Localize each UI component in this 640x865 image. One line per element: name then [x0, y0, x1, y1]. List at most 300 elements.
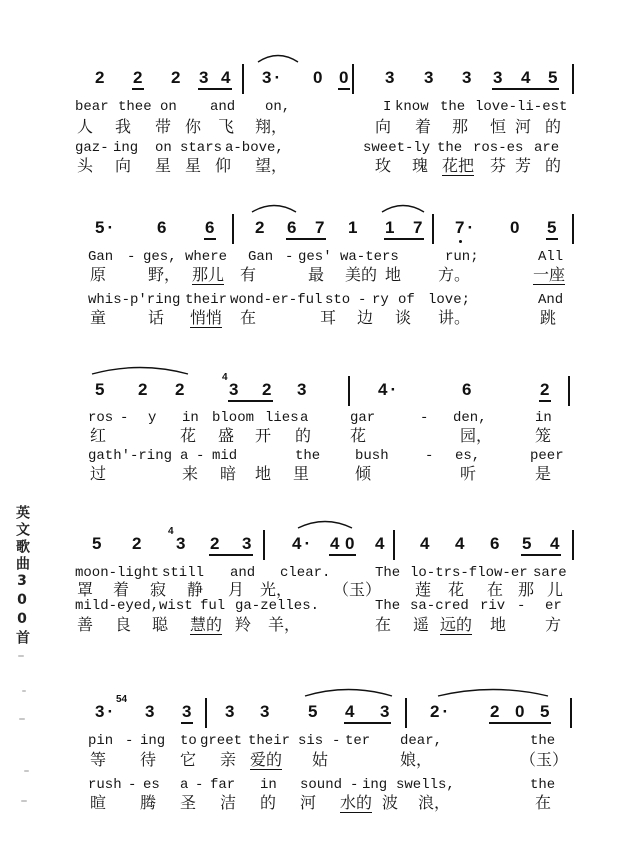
chinese-lyric-verse-2: 来 [182, 464, 199, 483]
chinese-lyric-verse-2: 倾 [355, 464, 372, 483]
chinese-lyric-verse-1: 红 [90, 426, 107, 445]
english-lyric-verse-1: the [530, 733, 556, 749]
english-lyric-verse-1: on [160, 99, 177, 115]
english-lyric-verse-1: where [185, 249, 228, 265]
chinese-lyric-verse-1: 爱的 [250, 750, 283, 769]
english-lyric-verse-1: ter [345, 733, 371, 749]
note: 4· [292, 534, 314, 553]
english-lyric-verse-1: - [285, 249, 294, 265]
chinese-lyric-verse-1: 的 [545, 117, 562, 136]
english-lyric-verse-2: the [530, 777, 556, 793]
chinese-lyric-verse-2: 地 [490, 615, 507, 634]
english-lyric-verse-1: - [120, 410, 129, 426]
english-lyric-verse-2: sweet-ly [363, 140, 431, 156]
note: 0 [345, 534, 358, 553]
english-lyric-verse-2: sa-cred [410, 598, 469, 614]
english-lyric-verse-1: the [440, 99, 466, 115]
note: 5 [540, 702, 553, 721]
barline [572, 214, 574, 244]
beat-underline [209, 554, 253, 556]
english-lyric-verse-2: their [185, 292, 228, 308]
note: 5 [547, 218, 560, 237]
note: 2 [262, 380, 275, 399]
beat-underline [338, 88, 350, 90]
note: 7 [413, 218, 426, 237]
note: 3 [229, 380, 242, 399]
note: 3 [462, 68, 475, 87]
chinese-lyric-verse-1: 花 [350, 426, 367, 445]
note: 5 [92, 534, 105, 553]
english-lyric-verse-2: swells, [396, 777, 455, 793]
english-lyric-verse-2: of [398, 292, 415, 308]
note: 5 [308, 702, 321, 721]
english-lyric-verse-1: y [148, 410, 157, 426]
beat-underline [546, 238, 558, 240]
chinese-lyric-verse-2: 腾 [140, 793, 157, 812]
chinese-lyric-verse-1: 那 [452, 117, 469, 136]
chinese-lyric-verse-2: 波 [382, 793, 399, 812]
english-lyric-verse-2: ry [372, 292, 389, 308]
chinese-lyric-verse-2: 耳 [320, 308, 337, 327]
english-lyric-verse-2: sound [300, 777, 343, 793]
beat-underline [539, 400, 551, 402]
english-lyric-verse-1: and [230, 565, 256, 581]
scan-speck [19, 718, 25, 720]
chinese-lyric-verse-1: 恒 [490, 117, 507, 136]
chinese-lyric-verse-2: 浪， [418, 793, 451, 812]
chinese-lyric-verse-1: 罩 [77, 580, 94, 599]
english-lyric-verse-2: ga-zelles. [235, 598, 320, 614]
english-lyric-verse-2: es [143, 777, 160, 793]
barline [570, 698, 572, 728]
english-lyric-verse-2: a-bove, [225, 140, 284, 156]
chinese-lyric-verse-2: 过 [90, 464, 107, 483]
english-lyric-verse-1: ros [88, 410, 114, 426]
english-lyric-verse-2: rush [88, 777, 122, 793]
chinese-lyric-verse-1: 莲 [415, 580, 432, 599]
chinese-lyric-verse-2: 讲。 [438, 308, 471, 327]
chinese-lyric-verse-2: 在 [240, 308, 257, 327]
english-lyric-verse-1: on, [265, 99, 291, 115]
english-lyric-verse-2: sto [325, 292, 351, 308]
english-lyric-verse-1: den, [453, 410, 487, 426]
barline [242, 64, 244, 94]
chinese-lyric-verse-1: 待 [140, 750, 157, 769]
chinese-lyric-verse-1: 最 [308, 265, 325, 284]
english-lyric-verse-2: bush [355, 448, 389, 464]
chinese-lyric-verse-2: 羚 [235, 615, 252, 634]
chinese-lyric-verse-2: 地 [255, 464, 272, 483]
note: 5 [548, 68, 561, 87]
english-lyric-verse-2: - [195, 777, 204, 793]
note: 7 [315, 218, 328, 237]
chinese-lyric-verse-2: 谈 [395, 308, 412, 327]
beat-underline [344, 722, 391, 724]
english-lyric-verse-1: run; [445, 249, 479, 265]
chinese-lyric-verse-2: 芬 [490, 156, 507, 175]
note: 4 [521, 68, 534, 87]
chinese-lyric-verse-1: 园， [460, 426, 493, 445]
english-lyric-verse-1: Gan [248, 249, 274, 265]
chinese-lyric-verse-1: 亲 [220, 750, 237, 769]
chinese-lyric-verse-1: 地 [385, 265, 402, 284]
english-lyric-verse-2: riv [480, 598, 506, 614]
chinese-lyric-verse-1: 那儿 [192, 265, 225, 284]
english-lyric-verse-2: wond-er-ful [230, 292, 323, 308]
chinese-lyric-verse-1: 的 [295, 426, 312, 445]
grace-note: 54 [116, 694, 128, 705]
chinese-lyric-verse-1: 花 [180, 426, 197, 445]
english-lyric-verse-1: sare [533, 565, 567, 581]
english-lyric-verse-2: far [210, 777, 236, 793]
slur-arc [252, 206, 296, 213]
chinese-lyric-verse-1: 一座 [533, 265, 566, 284]
chinese-lyric-verse-2: 星 [155, 156, 172, 175]
barline [263, 530, 265, 560]
chinese-lyric-verse-2: 里 [293, 464, 310, 483]
chinese-lyric-verse-2: 聪 [152, 615, 169, 634]
chinese-lyric-verse-1: （玉） [333, 580, 382, 599]
chinese-lyric-verse-1: 飞 [218, 117, 235, 136]
note: 5 [95, 380, 108, 399]
english-lyric-verse-2: - [358, 292, 367, 308]
chinese-lyric-verse-1: 野， [148, 265, 181, 284]
beat-underline [204, 238, 216, 240]
note: 2 [133, 68, 146, 87]
english-lyric-verse-2: the [437, 140, 463, 156]
english-lyric-verse-1: Gan [88, 249, 114, 265]
beat-underline [521, 554, 561, 556]
note: 3 [385, 68, 398, 87]
chinese-lyric-verse-2: 仰 [215, 156, 232, 175]
note: 4· [378, 380, 400, 399]
chinese-lyric-verse-2: 遥 [413, 615, 430, 634]
beat-underline [384, 238, 424, 240]
slur-arc [92, 368, 188, 375]
note: 6 [205, 218, 218, 237]
english-lyric-verse-2: er [545, 598, 562, 614]
note: 4 [221, 68, 234, 87]
barline [393, 530, 395, 560]
note: 4 [550, 534, 563, 553]
chinese-lyric-verse-2: 在 [375, 615, 392, 634]
slur-arc [258, 56, 298, 63]
english-lyric-verse-1: pin [88, 733, 114, 749]
chinese-lyric-verse-2: 向 [115, 156, 132, 175]
note: 6 [157, 218, 170, 237]
english-lyric-verse-2: stars [180, 140, 223, 156]
chinese-lyric-verse-2: 远的 [440, 615, 473, 634]
chinese-lyric-verse-1: 带 [155, 117, 172, 136]
barline [348, 376, 350, 406]
beat-underline [181, 722, 193, 724]
chinese-lyric-verse-2: 暄 [90, 793, 107, 812]
english-lyric-verse-2: gath'-ring [88, 448, 173, 464]
english-lyric-verse-1: ges' [298, 249, 332, 265]
english-lyric-verse-2: - [425, 448, 434, 464]
side-title: 英文歌曲300首 [14, 505, 30, 647]
chinese-lyric-verse-1: 开 [255, 426, 272, 445]
note: 1 [385, 218, 398, 237]
english-lyric-verse-1: All [538, 249, 564, 265]
note: 3· [95, 702, 117, 721]
barline [352, 64, 354, 94]
english-lyric-verse-1: in [182, 410, 199, 426]
chinese-lyric-verse-1: 那 [518, 580, 535, 599]
chinese-lyric-verse-2: 童 [90, 308, 107, 327]
chinese-lyric-verse-1: 花 [448, 580, 465, 599]
chinese-lyric-verse-1: （玉） [520, 750, 569, 769]
chinese-lyric-verse-2: 暗 [220, 464, 237, 483]
barline [432, 214, 434, 244]
english-lyric-verse-2: - [196, 448, 205, 464]
english-lyric-verse-1: love-li-est [475, 99, 568, 115]
chinese-lyric-verse-2: 羊， [268, 615, 301, 634]
english-lyric-verse-2: a [180, 777, 189, 793]
scan-speck [21, 800, 27, 802]
english-lyric-verse-2: ful [200, 598, 226, 614]
grace-note: 4 [168, 526, 174, 537]
chinese-lyric-verse-2: 听 [460, 464, 477, 483]
note: 4 [345, 702, 358, 721]
note: 3 [424, 68, 437, 87]
english-lyric-verse-1: dear, [400, 733, 443, 749]
english-lyric-verse-1: thee [118, 99, 152, 115]
chinese-lyric-verse-1: 原 [90, 265, 107, 284]
note: 6 [287, 218, 300, 237]
chinese-lyric-verse-2: 方 [545, 615, 562, 634]
note: 3 [242, 534, 255, 553]
barline [232, 214, 234, 244]
english-lyric-verse-1: ing [140, 733, 166, 749]
chinese-lyric-verse-1: 我 [115, 117, 132, 136]
english-lyric-verse-2: are [534, 140, 560, 156]
note: 3 [176, 534, 189, 553]
slur-arc [298, 522, 352, 529]
english-lyric-verse-1: know [395, 99, 429, 115]
english-lyric-verse-1: and [210, 99, 236, 115]
note: 3 [493, 68, 506, 87]
chinese-lyric-verse-2: 跳 [540, 308, 557, 327]
chinese-lyric-verse-1: 光， [260, 580, 293, 599]
english-lyric-verse-1: a [300, 410, 309, 426]
chinese-lyric-verse-2: 瑰 [412, 156, 429, 175]
beat-underline [198, 88, 232, 90]
note: 6 [490, 534, 503, 553]
note: 2 [95, 68, 108, 87]
chinese-lyric-verse-1: 等 [90, 750, 107, 769]
beat-underline [489, 722, 551, 724]
chinese-lyric-verse-2: 头 [77, 156, 94, 175]
note: 0 [339, 68, 352, 87]
note: 2· [430, 702, 452, 721]
english-lyric-verse-2: ing [113, 140, 139, 156]
chinese-lyric-verse-1: 盛 [218, 426, 235, 445]
note: 0 [515, 702, 528, 721]
chinese-lyric-verse-2: 善 [77, 615, 94, 634]
english-lyric-verse-1: lo-trs-flow-er [410, 565, 528, 581]
english-lyric-verse-2: - [128, 777, 137, 793]
chinese-lyric-verse-1: 着 [113, 580, 130, 599]
english-lyric-verse-1: in [535, 410, 552, 426]
note: 4 [455, 534, 468, 553]
note: 2 [540, 380, 553, 399]
english-lyric-verse-1: ges, [143, 249, 177, 265]
english-lyric-verse-2: whis-p'ring [88, 292, 181, 308]
chinese-lyric-verse-1: 月 [228, 580, 245, 599]
chinese-lyric-verse-2: 洁 [220, 793, 237, 812]
beat-underline [329, 554, 356, 556]
chinese-lyric-verse-2: 望， [255, 156, 288, 175]
chinese-lyric-verse-2: 芳 [515, 156, 532, 175]
chinese-lyric-verse-2: 话 [148, 308, 165, 327]
chinese-lyric-verse-2: 圣 [180, 793, 197, 812]
note: 3 [145, 702, 158, 721]
note: 3 [297, 380, 310, 399]
barline [572, 530, 574, 560]
english-lyric-verse-1: - [332, 733, 341, 749]
note: 4 [420, 534, 433, 553]
chinese-lyric-verse-2: 水的 [340, 793, 373, 812]
chinese-lyric-verse-1: 着 [415, 117, 432, 136]
slur-arc [438, 690, 548, 697]
chinese-lyric-verse-2: 在 [535, 793, 552, 812]
english-lyric-verse-1: The [375, 565, 401, 581]
note: 2 [255, 218, 268, 237]
note: 3 [199, 68, 212, 87]
english-lyric-verse-2: And [538, 292, 564, 308]
beat-underline [228, 400, 273, 402]
chinese-lyric-verse-1: 有 [240, 265, 257, 284]
note: 3 [225, 702, 238, 721]
barline [405, 698, 407, 728]
english-lyric-verse-1: to [180, 733, 197, 749]
english-lyric-verse-2: mid [212, 448, 238, 464]
english-lyric-verse-2: love; [428, 292, 471, 308]
note: 5· [95, 218, 117, 237]
english-lyric-verse-1: I [383, 99, 392, 115]
chinese-lyric-verse-1: 人 [77, 117, 94, 136]
english-lyric-verse-1: bear [75, 99, 109, 115]
english-lyric-verse-1: their [248, 733, 291, 749]
chinese-lyric-verse-2: 星 [185, 156, 202, 175]
chinese-lyric-verse-1: 它 [180, 750, 197, 769]
barline [572, 64, 574, 94]
chinese-lyric-verse-1: 翔， [255, 117, 288, 136]
english-lyric-verse-2: ros-es [473, 140, 524, 156]
grace-note: 4 [222, 372, 228, 383]
english-lyric-verse-2: ing [362, 777, 388, 793]
note: 2 [210, 534, 223, 553]
note: 4 [375, 534, 388, 553]
octave-dot [459, 240, 462, 243]
chinese-lyric-verse-2: 河 [300, 793, 317, 812]
note: 2 [132, 534, 145, 553]
note: 2 [175, 380, 188, 399]
scan-speck [18, 655, 24, 657]
note: 7· [455, 218, 477, 237]
english-lyric-verse-2: - [350, 777, 359, 793]
english-lyric-verse-2: gaz- [75, 140, 109, 156]
barline [568, 376, 570, 406]
chinese-lyric-verse-2: 的 [260, 793, 277, 812]
chinese-lyric-verse-2: 良 [115, 615, 132, 634]
chinese-lyric-verse-2: 的 [545, 156, 562, 175]
english-lyric-verse-1: lies [265, 410, 299, 426]
english-lyric-verse-1: - [420, 410, 429, 426]
note: 4 [330, 534, 343, 553]
english-lyric-verse-2: mild-eyed,wist [75, 598, 193, 614]
beat-underline [286, 238, 326, 240]
chinese-lyric-verse-1: 方。 [438, 265, 471, 284]
chinese-lyric-verse-1: 姑 [312, 750, 329, 769]
chinese-lyric-verse-1: 你 [185, 117, 202, 136]
note: 3· [262, 68, 284, 87]
english-lyric-verse-1: clear. [280, 565, 331, 581]
note: 3 [260, 702, 273, 721]
english-lyric-verse-2: The [375, 598, 401, 614]
scan-speck [24, 770, 29, 772]
beat-underline [132, 88, 144, 90]
note: 2 [490, 702, 503, 721]
chinese-lyric-verse-2: 悄悄 [190, 308, 223, 327]
note: 1 [348, 218, 361, 237]
note: 2 [138, 380, 151, 399]
beat-underline [492, 88, 559, 90]
note: 6 [462, 380, 475, 399]
chinese-lyric-verse-1: 寂 [150, 580, 167, 599]
scan-speck [22, 690, 26, 692]
note: 2 [171, 68, 184, 87]
chinese-lyric-verse-1: 娘， [400, 750, 433, 769]
chinese-lyric-verse-1: 在 [487, 580, 504, 599]
english-lyric-verse-1: gar [350, 410, 376, 426]
barline [205, 698, 207, 728]
english-lyric-verse-2: - [517, 598, 526, 614]
english-lyric-verse-2: peer [530, 448, 564, 464]
english-lyric-verse-1: - [125, 733, 134, 749]
chinese-lyric-verse-1: 美的 [345, 265, 378, 284]
slur-arc [382, 206, 424, 213]
english-lyric-verse-2: a [180, 448, 189, 464]
english-lyric-verse-1: - [127, 249, 136, 265]
english-lyric-verse-1: sis [298, 733, 324, 749]
note: 0 [313, 68, 326, 87]
note: 3 [380, 702, 393, 721]
english-lyric-verse-1: bloom [212, 410, 255, 426]
chinese-lyric-verse-1: 河 [515, 117, 532, 136]
english-lyric-verse-1: still [162, 565, 205, 581]
english-lyric-verse-2: the [295, 448, 321, 464]
chinese-lyric-verse-1: 静 [187, 580, 204, 599]
note: 0 [510, 218, 523, 237]
chinese-lyric-verse-2: 边 [357, 308, 374, 327]
english-lyric-verse-2: in [260, 777, 277, 793]
chinese-lyric-verse-1: 向 [375, 117, 392, 136]
chinese-lyric-verse-2: 玫 [375, 156, 392, 175]
chinese-lyric-verse-1: 笼 [535, 426, 552, 445]
note: 5 [522, 534, 535, 553]
english-lyric-verse-2: on [155, 140, 172, 156]
chinese-lyric-verse-2: 是 [535, 464, 552, 483]
english-lyric-verse-1: wa-ters [340, 249, 399, 265]
slur-arc [305, 690, 392, 697]
note: 3 [182, 702, 195, 721]
english-lyric-verse-2: es, [455, 448, 481, 464]
english-lyric-verse-1: moon-light [75, 565, 160, 581]
chinese-lyric-verse-1: 儿 [547, 580, 564, 599]
chinese-lyric-verse-2: 花把 [442, 156, 475, 175]
